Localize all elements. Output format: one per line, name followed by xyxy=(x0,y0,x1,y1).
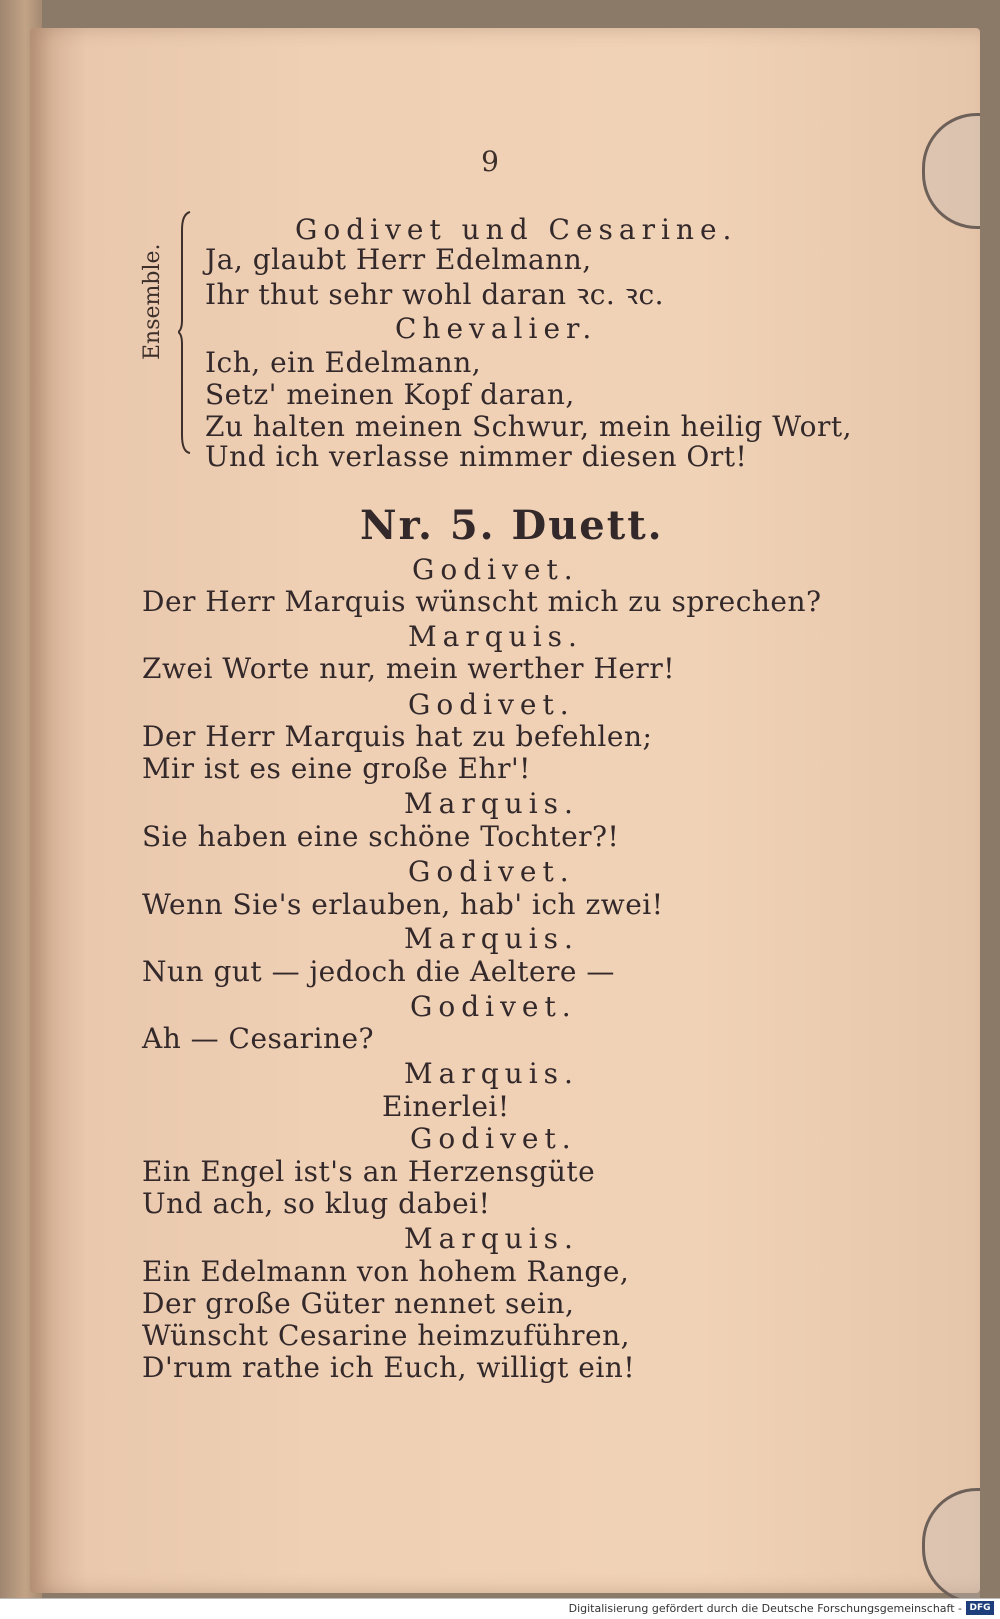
footer-credit-text: Digitalisierung gefördert durch die Deutsche Forschungsgemeinschaft - xyxy=(568,1602,962,1615)
verse-line: Ah — Cesarine? xyxy=(142,1022,375,1055)
speaker-marquis: Marquis. xyxy=(404,787,579,820)
verse-line: D'rum rathe ich Euch, willigt ein! xyxy=(142,1351,636,1384)
verse-line: Und ach, so klug dabei! xyxy=(142,1187,491,1220)
verse-line: Der große Güter nennet sein, xyxy=(142,1287,575,1320)
speaker-godivet: Godivet. xyxy=(408,855,575,888)
dfg-logo-icon: DFG xyxy=(966,1601,994,1615)
verse-line: Ein Engel ist's an Herzensgüte xyxy=(142,1155,596,1188)
verse-line: Ihr thut sehr wohl daran ꝛc. ꝛc. xyxy=(205,278,665,311)
verse-line: Der Herr Marquis wünscht mich zu sprechen? xyxy=(142,585,822,618)
verse-line: Zu halten meinen Schwur, mein heilig Wort, xyxy=(205,410,853,443)
verse-line: Einerlei! xyxy=(382,1090,510,1123)
verse-line: Nun gut — jedoch die Aeltere — xyxy=(142,955,615,988)
verse-line: Sie haben eine schöne Tochter?! xyxy=(142,820,620,853)
page-clip-bottom xyxy=(922,1488,980,1604)
ensemble-label: Ensemble. xyxy=(140,243,165,360)
speaker-godivet: Godivet. xyxy=(412,553,579,586)
speaker-godivet: Godivet. xyxy=(410,1122,577,1155)
speaker-marquis: Marquis. xyxy=(404,1222,579,1255)
digitization-footer xyxy=(0,1598,1000,1619)
verse-line: Ja, glaubt Herr Edelmann, xyxy=(205,243,592,276)
speaker-godivet-cesarine: Godivet und Cesarine. xyxy=(295,213,738,246)
section-heading: Nr. 5. Duett. xyxy=(360,502,664,549)
speaker-marquis: Marquis. xyxy=(404,1057,579,1090)
verse-line: Ein Edelmann von hohem Range, xyxy=(142,1255,630,1288)
verse-line: Wenn Sie's erlauben, hab' ich zwei! xyxy=(142,888,664,921)
speaker-marquis: Marquis. xyxy=(404,922,579,955)
verse-line: Und ich verlasse nimmer diesen Ort! xyxy=(205,440,748,473)
ensemble-brace xyxy=(178,210,192,455)
speaker-marquis: Marquis. xyxy=(408,620,583,653)
speaker-godivet: Godivet. xyxy=(410,990,577,1023)
verse-line: Mir ist es eine große Ehr'! xyxy=(142,752,531,785)
verse-line: Zwei Worte nur, mein werther Herr! xyxy=(142,652,675,685)
page-clip-top xyxy=(922,113,980,229)
verse-line: Wünscht Cesarine heimzuführen, xyxy=(142,1319,631,1352)
verse-line: Ich, ein Edelmann, xyxy=(205,346,482,379)
speaker-chevalier: Chevalier. xyxy=(395,312,598,345)
speaker-godivet: Godivet. xyxy=(408,688,575,721)
verse-line: Setz' meinen Kopf daran, xyxy=(205,378,575,411)
verse-line: Der Herr Marquis hat zu befehlen; xyxy=(142,720,653,753)
page-number: 9 xyxy=(481,145,499,178)
